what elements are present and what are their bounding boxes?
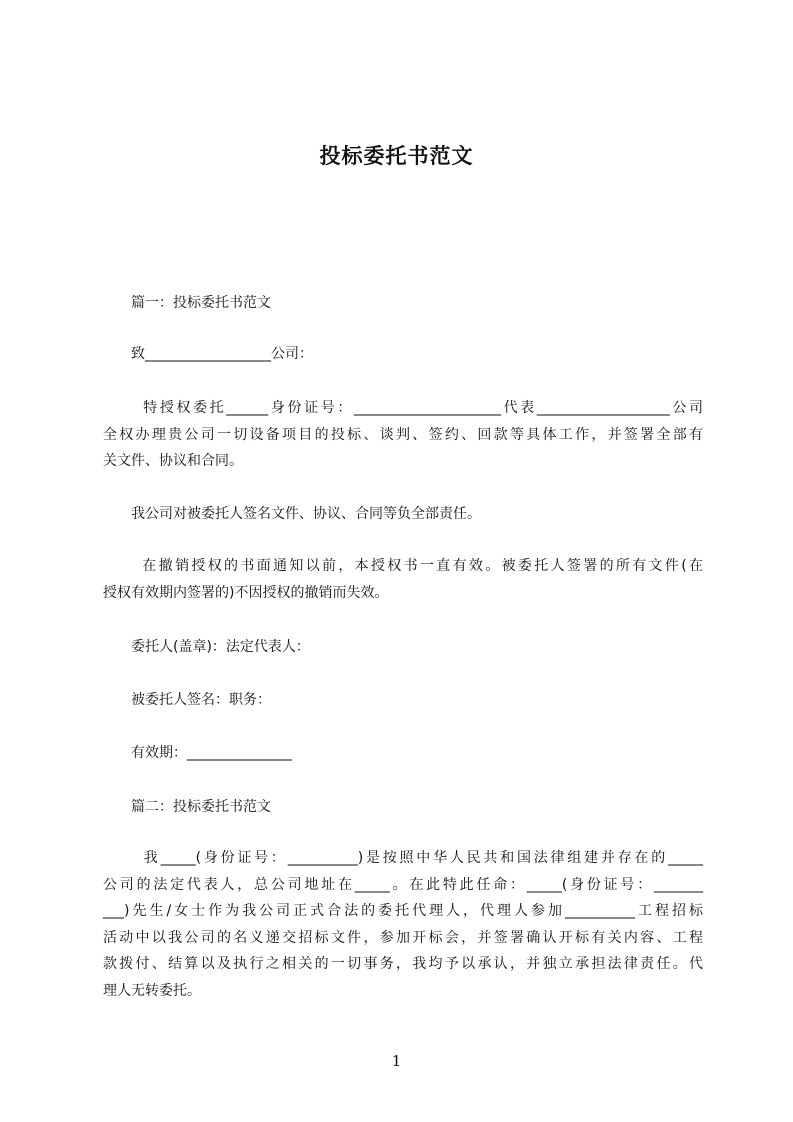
text-line: 委托人(盖章)：法定代表人： (103, 639, 310, 655)
text-line: 理人无转委托。 (103, 982, 201, 999)
text-line: 特授权委托______身份证号：_____________________代表___________________公司 (103, 400, 703, 416)
agent-signature-line (103, 687, 703, 714)
text-line: 关文件、协议和合同。 (103, 453, 243, 469)
validity-paragraph (103, 553, 703, 606)
validity-period-line (103, 740, 703, 767)
text-line: 被委托人签名：职务： (103, 692, 271, 708)
authorization-paragraph (103, 395, 703, 475)
text-line: 在撤销授权的书面通知以前，本授权书一直有效。被委托人签署的所有文件(在 (103, 558, 703, 574)
text-line: 公司的法定代表人，总公司地址在_____。在此特此任命：_____(身份证号：_______ (103, 876, 703, 893)
text-line: 篇一：投标委托书范文 (103, 295, 271, 311)
text-line: ___)先生/女士作为我公司正式合法的委托代理人，代理人参加__________工程招标 (103, 903, 703, 919)
text-line: 篇二：投标委托书范文 (103, 799, 271, 815)
text-line: 款拨付、结算以及执行之相关的一切事务，我均予以承认，并独立承担法律责任。代 (103, 956, 703, 972)
text-line: 我公司对被委托人签名文件、协议、合同等负全部责任。 (103, 506, 481, 522)
text-line: 有效期：_______________ (103, 745, 292, 761)
document-title: 投标委托书范文 (319, 144, 474, 168)
text-line: 活动中以我公司的名义递交招标文件，参加开标会，并签署确认开标有关内容、工程 (103, 929, 703, 946)
text-line: 授权有效期内签署的)不因授权的撤销而失效。 (103, 584, 389, 601)
section-heading-2 (103, 794, 703, 821)
page-number: 1 (391, 1052, 402, 1070)
text-line: 全权办理贵公司一切设备项目的投标、谈判、签约、回款等具体工作，并签署全部有 (103, 426, 703, 443)
text-line: 我_____(身份证号：__________)是按照中华人民共和国法律组建并存在的_____ (103, 850, 703, 866)
appointment-paragraph (103, 845, 703, 1004)
principal-seal-line (103, 634, 703, 661)
addressee-line (103, 341, 703, 368)
responsibility-paragraph (103, 501, 703, 528)
text-line: 致__________________公司： (103, 346, 313, 362)
section-heading-1 (103, 290, 703, 317)
